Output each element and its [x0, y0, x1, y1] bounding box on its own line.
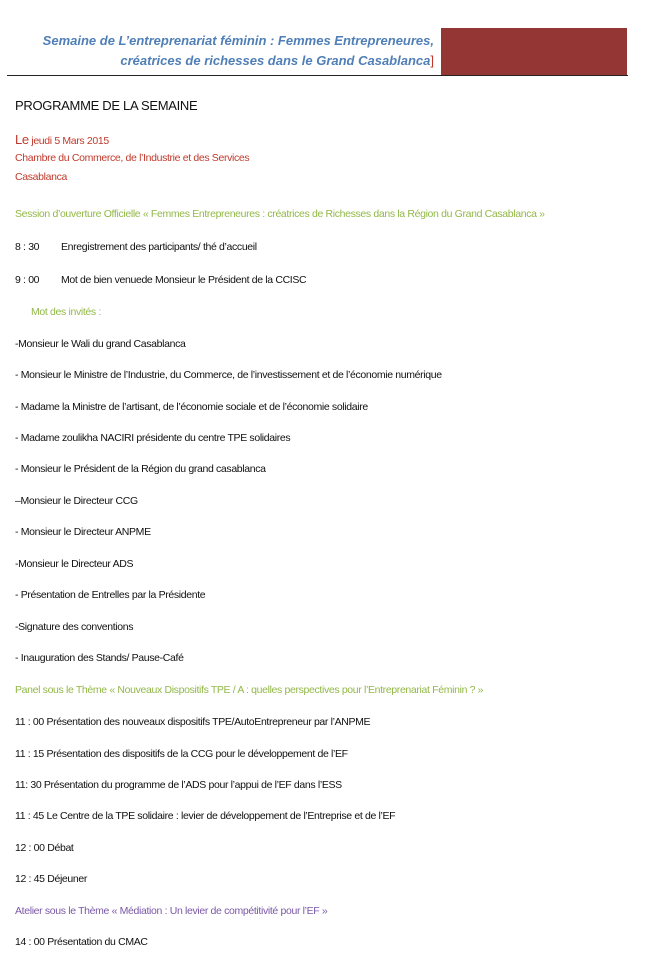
- agenda-item: [15, 274, 306, 286]
- guest-item: -Monsieur le Directeur ADS: [15, 558, 134, 570]
- atelier-title: Atelier sous le Thème « Médiation : Un levier de compétitivité pour l’EF »: [15, 905, 328, 917]
- guest-item: -Monsieur le Wali du grand Casablanca: [15, 338, 186, 350]
- panel-title: Panel sous le Thème « Nouveaux Dispositifs TPE / A : quelles perspectives pour l’Entreprenariat Féminin ? »: [15, 684, 484, 696]
- panel-item: 11 : 45 Le Centre de la TPE solidaire : levier de développement de l’Entreprise et de l’EF: [15, 810, 396, 822]
- atelier-item: 14 : 00 Présentation du CMAC: [15, 936, 148, 948]
- event-date-prefix: Le: [15, 132, 29, 147]
- panel-item: 12 : 45 Déjeuner: [15, 873, 88, 885]
- panel-item: 12 : 00 Débat: [15, 842, 74, 854]
- header-divider: [7, 75, 628, 76]
- agenda-item: [15, 241, 257, 253]
- header-color-bar: [441, 28, 627, 75]
- guests-title: Mot des invités :: [31, 306, 101, 318]
- agenda-time: 8 : 30: [15, 241, 40, 253]
- event-city: Casablanca: [15, 171, 67, 183]
- guest-item: - Présentation de Entrelles par la Présidente: [15, 589, 206, 601]
- header-title-line-1: Semaine de L’entreprenariat féminin : Femmes Entrepreneures,: [42, 33, 434, 48]
- guest-item: - Monsieur le Directeur ANPME: [15, 526, 151, 538]
- guest-item: -Signature des conventions: [15, 621, 134, 633]
- event-date-text: jeudi 5 Mars 2015: [28, 135, 109, 147]
- panel-item: 11 : 00 Présentation des nouveaux dispositifs TPE/AutoEntrepreneur par l’ANPME: [15, 716, 371, 728]
- event-date: [15, 132, 109, 147]
- guest-item: –Monsieur le Directeur CCG: [15, 495, 138, 507]
- agenda-time: 9 : 00: [15, 274, 40, 286]
- guest-item: - Madame la Ministre de l’artisant, de l’économie sociale et de l’économie solidaire: [15, 401, 368, 413]
- panel-item: 11 : 15 Présentation des dispositifs de la CCG pour le développement de l’EF: [15, 748, 348, 760]
- session-title: Session d’ouverture Officielle « Femmes Entrepreneures : créatrices de Richesses dans la Région du Grand Casablanca »: [15, 208, 545, 220]
- panel-item: 11: 30 Présentation du programme de l’ADS pour l’appui de l’EF dans l’ESS: [15, 779, 342, 791]
- header-bracket: ]: [430, 53, 434, 68]
- agenda-text: Mot de bien venuede Monsieur le Président de la CCISC: [61, 274, 307, 286]
- guest-item: - Inauguration des Stands/ Pause-Café: [15, 652, 184, 664]
- event-venue: Chambre du Commerce, de l’Industrie et des Services: [15, 152, 250, 164]
- header-title-line-2: [20, 51, 434, 71]
- programme-title: PROGRAMME DE LA SEMAINE: [15, 98, 198, 113]
- guest-item: - Madame zoulikha NACIRI présidente du centre TPE solidaires: [15, 432, 291, 444]
- document-header-title: [20, 31, 434, 71]
- header-title-line-2-text: créatrices de richesses dans le Grand Casablanca: [120, 53, 431, 68]
- agenda-text: Enregistrement des participants/ thé d’accueil: [61, 241, 257, 253]
- guest-item: - Monsieur le Ministre de l’Industrie, du Commerce, de l’investissement et de l’économie numérique: [15, 369, 442, 381]
- guest-item: - Monsieur le Président de la Région du grand casablanca: [15, 463, 266, 475]
